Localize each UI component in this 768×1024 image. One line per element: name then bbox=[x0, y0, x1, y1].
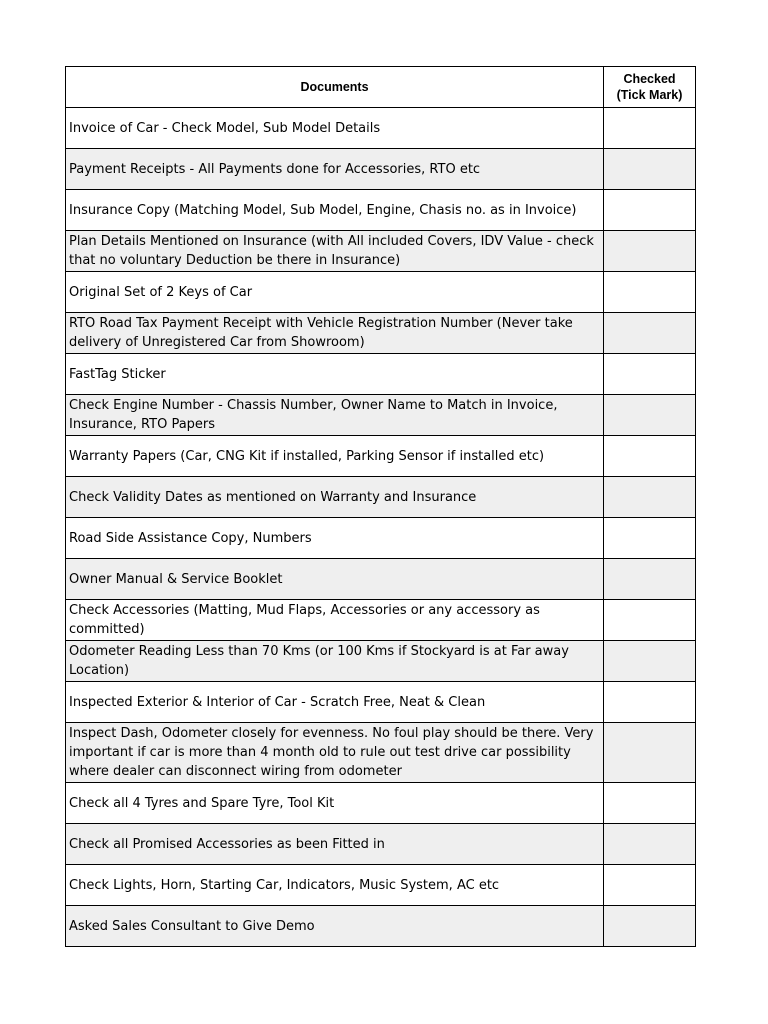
document-cell: Invoice of Car - Check Model, Sub Model Details bbox=[66, 108, 604, 149]
document-cell: Check all 4 Tyres and Spare Tyre, Tool Kit bbox=[66, 783, 604, 824]
tick-cell[interactable] bbox=[604, 477, 696, 518]
table-row bbox=[66, 190, 696, 231]
table-row bbox=[66, 436, 696, 477]
checked-header-line1: Checked bbox=[623, 72, 676, 86]
tick-cell[interactable] bbox=[604, 518, 696, 559]
document-cell: Odometer Reading Less than 70 Kms (or 100 Kms if Stockyard is at Far away Location) bbox=[66, 641, 604, 682]
document-cell: Check Validity Dates as mentioned on Warranty and Insurance bbox=[66, 477, 604, 518]
tick-cell[interactable] bbox=[604, 559, 696, 600]
delivery-checklist-table bbox=[65, 66, 696, 947]
document-cell: Check all Promised Accessories as been Fitted in bbox=[66, 824, 604, 865]
table-row bbox=[66, 641, 696, 682]
tick-cell[interactable] bbox=[604, 641, 696, 682]
tick-cell[interactable] bbox=[604, 272, 696, 313]
tick-cell[interactable] bbox=[604, 395, 696, 436]
tick-cell[interactable] bbox=[604, 600, 696, 641]
document-cell: Warranty Papers (Car, CNG Kit if installed, Parking Sensor if installed etc) bbox=[66, 436, 604, 477]
tick-cell[interactable] bbox=[604, 865, 696, 906]
tick-cell[interactable] bbox=[604, 906, 696, 947]
document-cell: Payment Receipts - All Payments done for Accessories, RTO etc bbox=[66, 149, 604, 190]
document-cell: RTO Road Tax Payment Receipt with Vehicle Registration Number (Never take delivery of Unregistered Car from Showroom) bbox=[66, 313, 604, 354]
document-cell: Inspect Dash, Odometer closely for evenness. No foul play should be there. Very important if car is more than 4 month old to rule out test drive car possibility where dealer can disconnect wiring from odometer bbox=[66, 723, 604, 783]
table-row bbox=[66, 865, 696, 906]
tick-cell[interactable] bbox=[604, 354, 696, 395]
tick-cell[interactable] bbox=[604, 190, 696, 231]
checked-column-header bbox=[604, 67, 696, 108]
document-cell: Road Side Assistance Copy, Numbers bbox=[66, 518, 604, 559]
table-row bbox=[66, 559, 696, 600]
document-cell: FastTag Sticker bbox=[66, 354, 604, 395]
tick-cell[interactable] bbox=[604, 682, 696, 723]
table-row bbox=[66, 395, 696, 436]
document-cell: Check Engine Number - Chassis Number, Owner Name to Match in Invoice, Insurance, RTO Papers bbox=[66, 395, 604, 436]
table-row bbox=[66, 313, 696, 354]
document-cell: Inspected Exterior & Interior of Car - Scratch Free, Neat & Clean bbox=[66, 682, 604, 723]
table-row bbox=[66, 906, 696, 947]
table-row bbox=[66, 477, 696, 518]
checked-header-line2: (Tick Mark) bbox=[616, 88, 683, 102]
header-row bbox=[66, 67, 696, 108]
document-cell: Owner Manual & Service Booklet bbox=[66, 559, 604, 600]
document-cell: Asked Sales Consultant to Give Demo bbox=[66, 906, 604, 947]
tick-cell[interactable] bbox=[604, 783, 696, 824]
document-cell: Original Set of 2 Keys of Car bbox=[66, 272, 604, 313]
documents-column-header: Documents bbox=[66, 67, 604, 108]
tick-cell[interactable] bbox=[604, 436, 696, 477]
table-row bbox=[66, 518, 696, 559]
document-cell: Check Accessories (Matting, Mud Flaps, Accessories or any accessory as committed) bbox=[66, 600, 604, 641]
document-cell: Plan Details Mentioned on Insurance (with All included Covers, IDV Value - check that no voluntary Deduction be there in Insurance) bbox=[66, 231, 604, 272]
table-row bbox=[66, 723, 696, 783]
table-row bbox=[66, 108, 696, 149]
table-row bbox=[66, 149, 696, 190]
table-row bbox=[66, 783, 696, 824]
table-row bbox=[66, 354, 696, 395]
table-row bbox=[66, 600, 696, 641]
tick-cell[interactable] bbox=[604, 824, 696, 865]
tick-cell[interactable] bbox=[604, 108, 696, 149]
tick-cell[interactable] bbox=[604, 723, 696, 783]
tick-cell[interactable] bbox=[604, 231, 696, 272]
tick-cell[interactable] bbox=[604, 149, 696, 190]
document-cell: Check Lights, Horn, Starting Car, Indicators, Music System, AC etc bbox=[66, 865, 604, 906]
table-row bbox=[66, 231, 696, 272]
table-row bbox=[66, 272, 696, 313]
document-cell: Insurance Copy (Matching Model, Sub Model, Engine, Chasis no. as in Invoice) bbox=[66, 190, 604, 231]
tick-cell[interactable] bbox=[604, 313, 696, 354]
table-row bbox=[66, 682, 696, 723]
table-row bbox=[66, 824, 696, 865]
